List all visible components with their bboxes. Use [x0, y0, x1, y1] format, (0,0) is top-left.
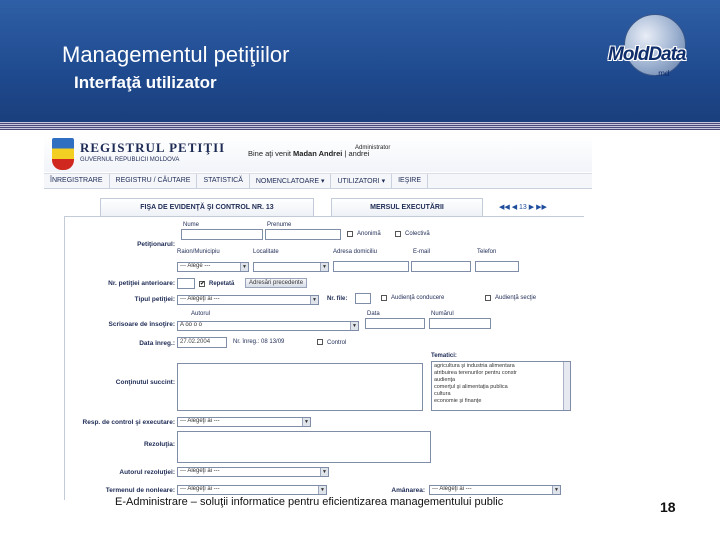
data-inreg-label: Data înreg.:	[139, 340, 175, 347]
scrisoare-data-input[interactable]	[365, 318, 425, 329]
list-item[interactable]: audienţa	[434, 377, 456, 383]
control-checkbox[interactable]	[317, 339, 323, 345]
label-raion: Raion/Municipiu	[177, 249, 220, 255]
role-badge: Administrator	[355, 145, 391, 151]
audienta-conducere-label: Audienţă conducere	[391, 295, 445, 301]
chevron-down-icon: ▼	[318, 486, 326, 494]
nr-inreg-text: Nr. înreg.: 08 13/09	[233, 339, 285, 345]
anonima-checkbox[interactable]	[347, 231, 353, 237]
raion-select-value: --- Alege ---	[180, 263, 211, 269]
chevron-down-icon: ▼	[320, 468, 328, 476]
menu-utilizatori[interactable]: UTILIZATORI ▾	[331, 174, 392, 188]
data-inreg-input[interactable]: 27.02.2004	[177, 337, 227, 348]
audienta-sectie-checkbox[interactable]	[485, 295, 491, 301]
coat-of-arms-icon	[52, 138, 74, 170]
raion-select[interactable]	[177, 262, 249, 272]
autorul-rez-value: --- Alegeţi ai ---	[180, 468, 220, 474]
localitate-select[interactable]	[253, 262, 329, 272]
label-localitate: Localitate	[253, 249, 279, 255]
email-input[interactable]	[411, 261, 471, 272]
chevron-down-icon: ▼	[302, 418, 310, 426]
colectiva-checkbox[interactable]	[395, 231, 401, 237]
termen-label: Termenul de nonleare:	[105, 487, 175, 494]
amanare-select[interactable]	[429, 485, 561, 495]
audienta-sectie-label: Audienţă secţie	[495, 295, 537, 301]
page-number: 18	[660, 499, 676, 515]
nr-anterior-input[interactable]	[177, 278, 195, 289]
resp-select[interactable]	[177, 417, 311, 427]
tab-mersul-executarii[interactable]: MERSUL EXECUTĂRII	[331, 198, 483, 216]
header-stripe	[0, 122, 720, 130]
tipul-select-value: --- Alegeţi ai ---	[180, 296, 220, 302]
label-autorul: Autorul	[191, 311, 211, 317]
record-pager[interactable]: ◀◀ ◀ 13 ▶ ▶▶	[499, 204, 547, 211]
list-item[interactable]: comerţul şi alimentaţia publica	[434, 384, 508, 390]
anonima-label: Anonimă	[357, 231, 381, 237]
audienta-conducere-checkbox[interactable]	[381, 295, 387, 301]
menu-iesire[interactable]: IEŞIRE	[392, 174, 428, 188]
label-adresa: Adresa domiciliu	[333, 249, 378, 255]
petition-form	[64, 216, 584, 500]
tipul-select[interactable]	[177, 295, 319, 305]
slide-footer: E-Administrare – soluţii informatice pentru eficientizarea managementului public	[115, 496, 504, 508]
welcome-user[interactable]: Madan Andrei	[293, 149, 343, 158]
rezolutia-label: Rezoluţia:	[143, 441, 175, 448]
tematici-label: Tematici:	[431, 353, 457, 359]
welcome-prefix: Bine aţi venit	[248, 149, 291, 158]
autorul-rez-label: Autorul rezoluţiei:	[119, 469, 175, 476]
termen-select-value: --- Alegeţi ai ---	[180, 486, 220, 492]
registry-subtitle: GUVERNUL REPUBLICII MOLDOVA	[80, 157, 180, 163]
label-numarul: Numărul	[431, 311, 454, 317]
logo-suffix: .md	[656, 69, 670, 78]
autorul-rez-select[interactable]	[177, 467, 329, 477]
welcome-text	[248, 149, 369, 158]
molddata-logo	[600, 12, 700, 92]
repetata-label: Repetată	[209, 281, 235, 287]
list-item[interactable]: agricultura şi industria alimentara	[434, 363, 515, 369]
amanare-label: Amânarea:	[391, 487, 425, 494]
label-telefon: Telefon	[477, 249, 497, 255]
logo-wordmark: MoldData	[608, 44, 686, 65]
label-data: Data	[367, 311, 380, 317]
colectiva-label: Colectivă	[405, 231, 430, 237]
menu-statistica[interactable]: STATISTICĂ	[197, 174, 249, 188]
amanare-select-value: --- Alegeţi ai ---	[432, 486, 472, 492]
list-item[interactable]: cultura	[434, 391, 451, 397]
tematici-list[interactable]	[431, 361, 571, 411]
scrisoare-autor-select[interactable]	[177, 321, 359, 331]
label-prenume: Prenume	[267, 222, 292, 228]
tipul-label: Tipul petiţiei:	[134, 296, 175, 303]
scrollbar[interactable]	[563, 362, 570, 410]
slide-title: Managementul petiţiilor	[62, 42, 290, 67]
nr-file-input[interactable]	[355, 293, 371, 304]
list-item[interactable]: economie şi finanţe	[434, 398, 482, 404]
app-header	[44, 136, 592, 172]
adresa-input[interactable]	[333, 261, 409, 272]
list-item[interactable]: atribuirea terenurilor pentru constr	[434, 370, 517, 376]
nr-anterior-label: Nr. petiţiei anterioare:	[108, 280, 175, 287]
chevron-down-icon: ▼	[350, 322, 358, 330]
nume-input[interactable]	[181, 229, 263, 240]
chevron-down-icon: ▼	[240, 263, 248, 271]
rezolutia-textarea[interactable]	[177, 431, 431, 463]
label-email: E-mail	[413, 249, 431, 255]
app-screenshot	[44, 136, 592, 500]
menu-nomenclatoare[interactable]: NOMENCLATOARE ▾	[250, 174, 332, 188]
chevron-down-icon: ▼	[310, 296, 318, 304]
tab-bar	[100, 198, 580, 216]
tab-fisa-evidenta[interactable]: FIŞA DE EVIDENŢĂ ŞI CONTROL NR. 13	[100, 198, 314, 216]
menu-inregistrare[interactable]: ÎNREGISTRARE	[44, 174, 110, 188]
slide-header	[0, 0, 720, 122]
main-menu	[44, 173, 592, 189]
slide-subtitle: Interfaţă utilizator	[74, 73, 217, 92]
control-label: Control	[327, 340, 347, 346]
adresari-precedente-button[interactable]: Adresări precedente	[245, 278, 307, 288]
menu-registru-cautare[interactable]: REGISTRU / CĂUTARE	[110, 174, 198, 188]
resp-label: Resp. de control şi executare:	[82, 419, 175, 426]
petitionar-label: Petiţionarul:	[137, 241, 175, 248]
nr-file-label: Nr. file:	[327, 296, 348, 302]
registry-title: REGISTRUL PETIŢII	[80, 140, 226, 155]
chevron-down-icon: ▼	[552, 486, 560, 494]
label-nume: Nume	[183, 222, 200, 228]
prenume-input[interactable]	[265, 229, 341, 240]
chevron-down-icon: ▼	[320, 263, 328, 271]
scrisoare-label: Scrisoare de însoţire:	[108, 321, 175, 328]
scrisoare-numar-input[interactable]	[429, 318, 491, 329]
scrisoare-autor-value: A oo o o	[180, 322, 203, 328]
telefon-input[interactable]	[475, 261, 519, 272]
continut-textarea[interactable]	[177, 363, 423, 411]
continut-label: Conţinutul succint:	[115, 379, 175, 386]
resp-select-value: --- Alegeţi ai ---	[180, 418, 220, 424]
welcome-account[interactable]: | andrei	[344, 149, 370, 158]
repetata-checkbox[interactable]	[199, 281, 205, 287]
termen-select[interactable]	[177, 485, 327, 495]
